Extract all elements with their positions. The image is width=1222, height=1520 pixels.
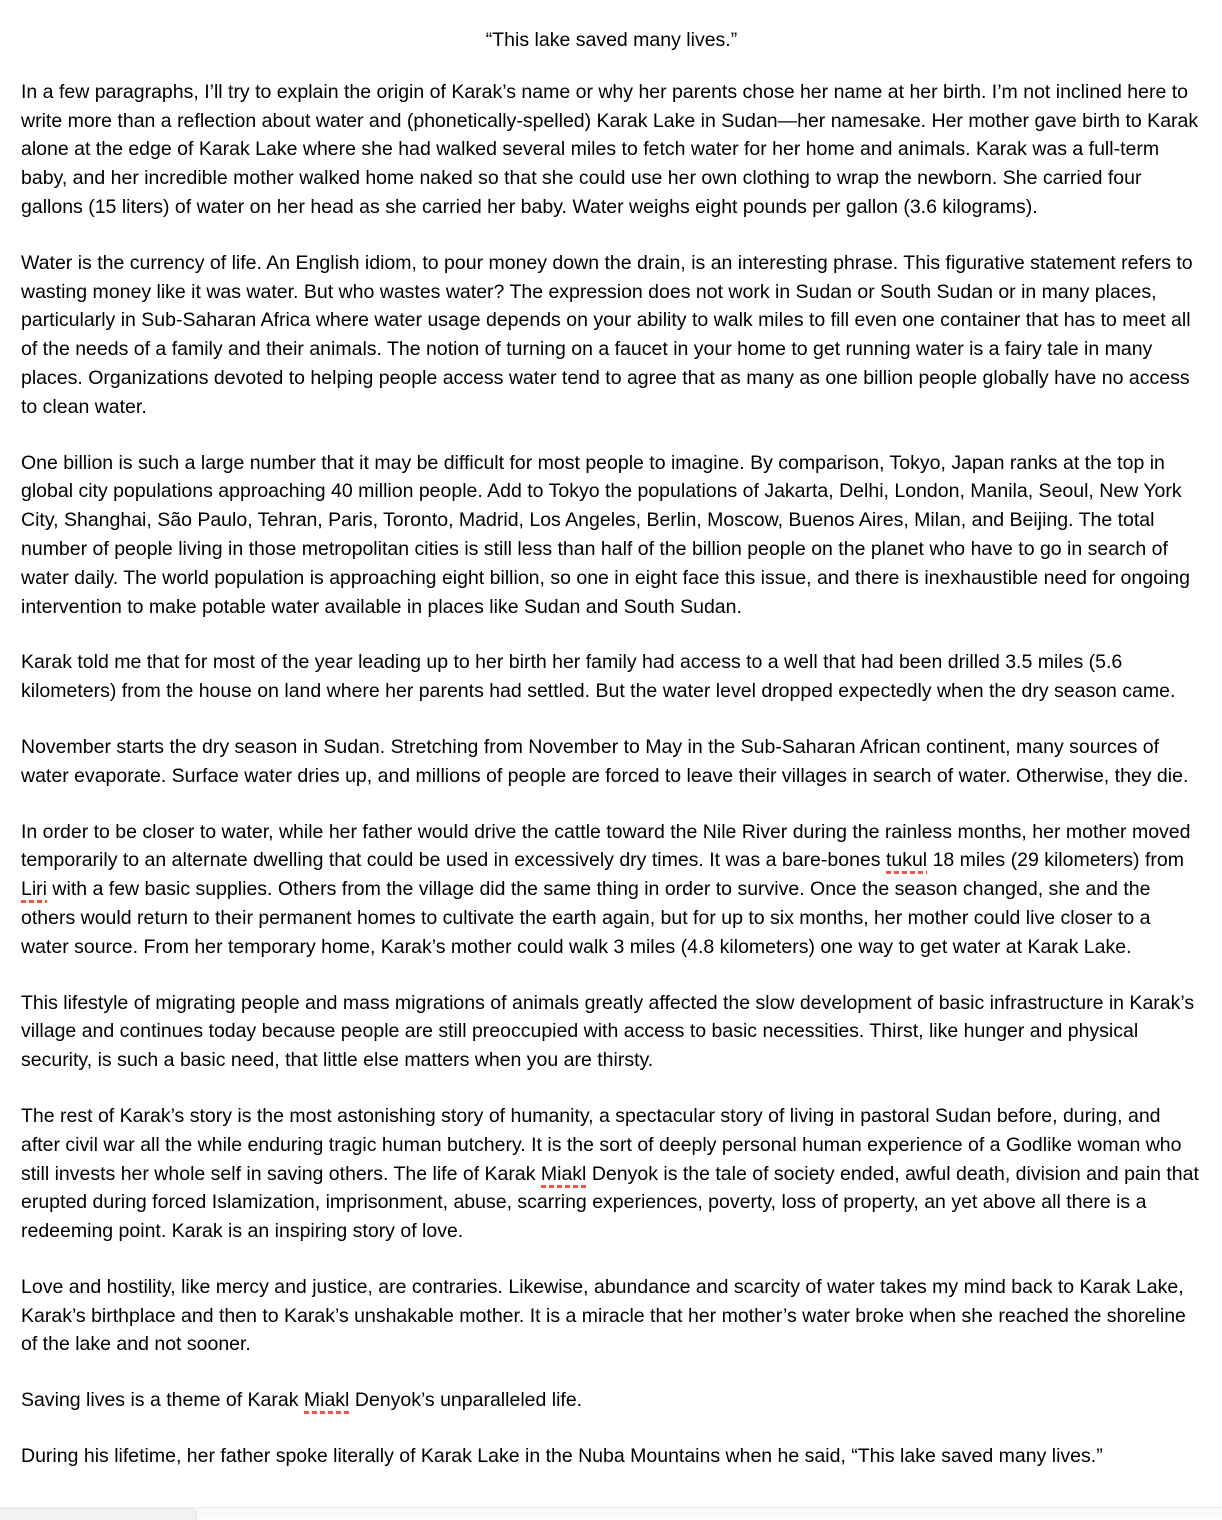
paragraph[interactable]: One billion is such a large number that it may be difficult for most people to imagine. By comparison, Tokyo, Japan ranks at the top in global city populations approaching 40 million people. Add to Tokyo the populations of Jakarta, Delhi, London, Manila, Seoul, New York City, Shanghai, São Paulo, Tehran, Paris, Toronto, Madrid, Los Angeles, Berlin, Moscow, Buenos Aires, Milan, and Beijing. The total number of people living in those metropolitan cities is still less than half of the billion people on the planet who have to go in search of water daily. The world population is approaching eight billion, so one in eight face this issue, and there is inexhaustible need for ongoing intervention to make potable water available in places like Sudan and South Sudan. [21, 451, 1190, 618]
paragraph[interactable]: Water is the currency of life. An English idiom, to pour money down the drain, is an interesting phrase. This figurative statement refers to wasting money like it was water. But who wastes water? The expression does not work in Sudan or South Sudan or in many places, particularly in Sub-Saharan Africa where water usage depends on your ability to walk miles to fill even one container that has to meet all of the needs of a family and their animals. The notion of turning on a faucet in your home to get running water is a fairy tale in many places. Organizations devoted to helping people access water tend to agree that as many as one billion people globally have no access to clean water. [21, 251, 1193, 418]
misspelled-word[interactable]: Liri [21, 878, 47, 903]
status-bar [0, 1507, 1222, 1520]
document-title[interactable]: “This lake saved many lives.” [485, 29, 738, 51]
misspelled-word[interactable]: tukul [886, 849, 927, 874]
paragraph[interactable]: November starts the dry season in Sudan. Stretching from November to May in the Sub-Saharan African continent, many sources of water evaporate. Surface water dries up, and millions of people are forced to leave their villages in search of water. Otherwise, they die. [21, 735, 1189, 787]
paragraph[interactable]: In a few paragraphs, I’ll try to explain the origin of Karak’s name or why her parents chose her name at her birth. I’m not inclined here to write more than a reflection about water and (phonetically-spelled) Karak Lake in Sudan—her namesake. Her mother gave birth to Karak alone at the edge of Karak Lake where she had walked several miles to fetch water for her home and animals. Karak was a full-term baby, and her incredible mother walked home naked so that she could use her own clothing to wrap the newborn. She carried four gallons (15 liters) of water on her head as she carried her baby. Water weighs eight pounds per gallon (3.6 kilograms). [21, 80, 1199, 218]
paragraph[interactable]: During his lifetime, her father spoke literally of Karak Lake in the Nuba Mountains when he said, “This lake saved many lives.” [21, 1445, 1103, 1468]
paragraph[interactable]: In order to be closer to water, while her father would drive the cattle toward the Nile River during the rainless months, her mother moved temporarily to an alternate dwelling that could be used in excessively dry times. It was a bare-bones tukul 18 miles (29 kilometers) from Liri with a few basic supplies. Others from the village did the same thing in order to survive. Once the season changed, she and the others would return to their permanent homes to cultivate the earth again, but for up to six months, her mother could live closer to a water source. From her temporary home, Karak’s mother could walk 3 miles (4.8 kilometers) one way to get water at Karak Lake. [21, 820, 1191, 958]
paragraph[interactable]: Love and hostility, like mercy and justice, are contraries. Likewise, abundance and scarcity of water takes my mind back to Karak Lake, Karak’s birthplace and then to Karak’s unshakable mother. It is a miracle that her mother’s water broke when she reached the shoreline of the lake and not sooner. [21, 1275, 1186, 1356]
misspelled-word[interactable]: Miakl [304, 1389, 350, 1414]
misspelled-word[interactable]: Miakl [541, 1163, 587, 1188]
paragraph[interactable]: Saving lives is a theme of Karak Miakl Denyok’s unparalleled life. [21, 1386, 1202, 1415]
paragraph[interactable]: The rest of Karak’s story is the most astonishing story of humanity, a spectacular story of living in pastoral Sudan before, during, and after civil war all the while enduring tragic human butchery. It is the sort of deeply personal human experience of a Godlike woman who still invests her whole self in saving others. The life of Karak Miakl Denyok is the tale of society ended, awful death, division and pain that erupted during forced Islamization, imprisonment, abuse, scarring experiences, poverty, loss of property, an yet above all there is a redeeming point. Karak is an inspiring story of love. [21, 1104, 1199, 1243]
paragraph[interactable]: Karak told me that for most of the year leading up to her birth her family had access to a well that had been drilled 3.5 miles (5.6 kilometers) from the house on land where her parents had settled. But the water level dropped expectedly when the dry season came. [21, 651, 1176, 703]
status-bubble [0, 1508, 197, 1520]
document-body[interactable] [21, 78, 1202, 1471]
paragraph[interactable]: This lifestyle of migrating people and mass migrations of animals greatly affected the slow development of basic infrastructure in Karak’s village and continues today because people are still preoccupied with access to basic necessities. Thirst, like hunger and physical security, is such a basic need, that little else matters when you are thirsty. [21, 991, 1195, 1072]
